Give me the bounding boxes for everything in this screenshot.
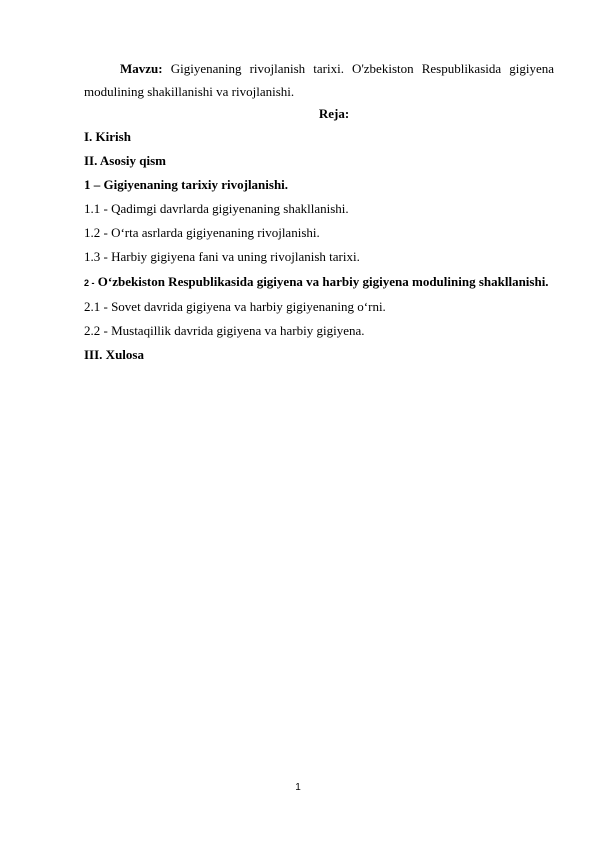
- plan-intro: I. Kirish: [84, 129, 131, 144]
- plan-section-2-text: O‘zbekiston Respublikasida gigiyena va harbiy gigiyena modulining shakllanishi.: [97, 274, 549, 289]
- plan-heading: Reja:: [318, 106, 350, 121]
- plan-section-1: 1 – Gigiyenaning tarixiy rivojlanishi.: [84, 177, 289, 192]
- plan-item-1-1: 1.1 - Qadimgi davrlarda gigiyenaning shakllanishi.: [84, 201, 349, 216]
- plan-item-1-3: 1.3 - Harbiy gigiyena fani va uning rivojlanish tarixi.: [84, 249, 360, 264]
- plan-section-2-number: 2 -: [84, 278, 95, 288]
- topic-label: Mavzu:: [120, 61, 163, 76]
- page-number: 1: [295, 782, 301, 793]
- plan-item-2-1: 2.1 - Sovet davrida gigiyena va harbiy gigiyenaning o‘rni.: [84, 299, 386, 314]
- plan-item-2-2: 2.2 - Mustaqillik davrida gigiyena va harbiy gigiyena.: [84, 323, 365, 338]
- plan-conclusion: III. Xulosa: [84, 347, 144, 362]
- plan-main: II. Asosiy qism: [84, 153, 166, 168]
- plan-section-2: [84, 269, 554, 295]
- plan-item-1-2: 1.2 - O‘rta asrlarda gigiyenaning rivojlanishi.: [84, 225, 320, 240]
- topic-paragraph: [84, 57, 554, 103]
- topic-text: Gigiyenaning rivojlanish tarixi. O'zbekiston Respublikasida gigiyena modulining shakillanishi va rivojlanishi.: [84, 61, 555, 99]
- page-content: [84, 57, 554, 367]
